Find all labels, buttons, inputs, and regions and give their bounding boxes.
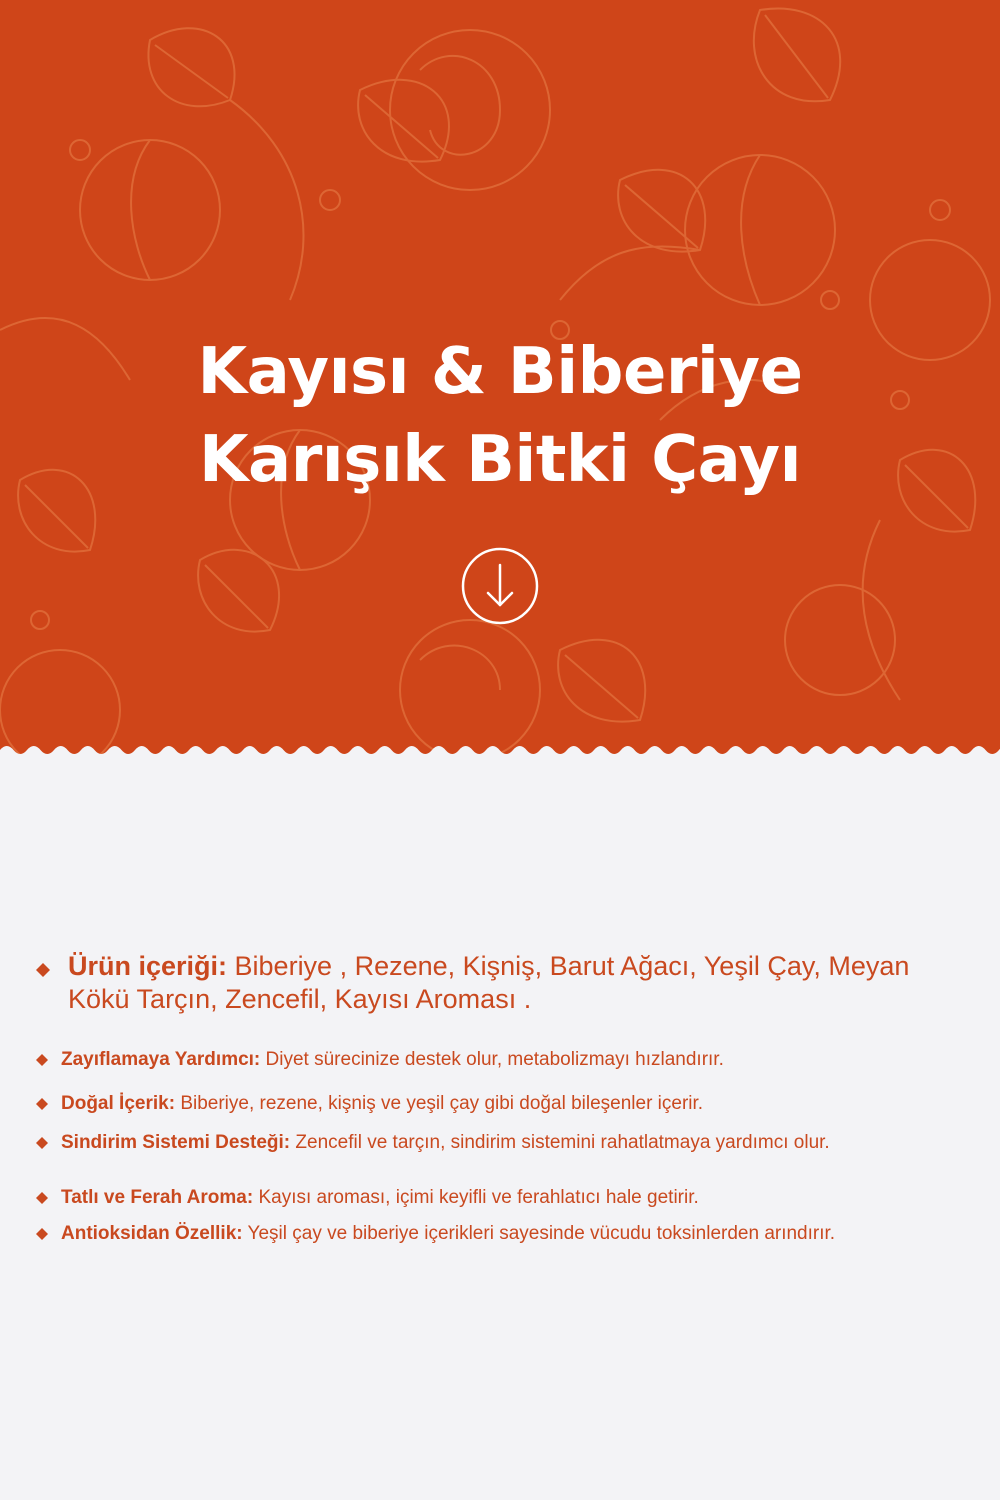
title-line-2: Karışık Bitki Çayı bbox=[198, 423, 802, 497]
feature-text: Biberiye, rezene, kişniş ve yeşil çay gibi doğal bileşenler içerir. bbox=[175, 1093, 704, 1114]
ingredients-value: Biberiye , Rezene, Kişniş, Barut Ağacı, Yeşil Çay, Meyan Kökü Tarçın, Zencefil, Kayısı Aroması . bbox=[68, 951, 910, 1014]
arrow-down-circle-icon bbox=[461, 547, 539, 625]
diamond-bullet-icon bbox=[36, 963, 50, 977]
feature-item bbox=[36, 1221, 976, 1246]
diamond-bullet-icon bbox=[36, 1228, 48, 1240]
wavy-divider bbox=[0, 736, 1000, 766]
feature-text: Zencefil ve tarçın, sindirim sistemini rahatlatmaya yardımcı olur. bbox=[290, 1132, 830, 1153]
feature-label: Antioksidan Özellik: bbox=[61, 1223, 243, 1244]
feature-item bbox=[36, 1185, 976, 1210]
feature-item bbox=[36, 1130, 976, 1155]
feature-label: Zayıflamaya Yardımcı: bbox=[61, 1049, 261, 1070]
title-line-1: Kayısı & Biberiye bbox=[197, 335, 803, 409]
scroll-down-button[interactable] bbox=[461, 547, 539, 625]
feature-label: Doğal İçerik: bbox=[61, 1093, 176, 1114]
feature-text: Kayısı aroması, içimi keyifli ve ferahlatıcı hale getirir. bbox=[253, 1187, 699, 1208]
page-title bbox=[0, 328, 1000, 504]
feature-item bbox=[36, 1091, 976, 1116]
ingredients-item bbox=[36, 950, 966, 1016]
feature-text: Diyet sürecinize destek olur, metabolizmayı hızlandırır. bbox=[260, 1049, 724, 1070]
feature-label: Sindirim Sistemi Desteği: bbox=[61, 1132, 291, 1153]
diamond-bullet-icon bbox=[36, 1098, 48, 1110]
feature-text: Yeşil çay ve biberiye içerikleri sayesinde vücudu toksinlerden arındırır. bbox=[242, 1223, 836, 1244]
diamond-bullet-icon bbox=[36, 1054, 48, 1066]
diamond-bullet-icon bbox=[36, 1137, 48, 1149]
feature-label: Tatlı ve Ferah Aroma: bbox=[61, 1187, 254, 1208]
ingredients-label: Ürün içeriği: bbox=[68, 951, 228, 981]
diamond-bullet-icon bbox=[36, 1192, 48, 1204]
feature-item bbox=[36, 1047, 976, 1072]
